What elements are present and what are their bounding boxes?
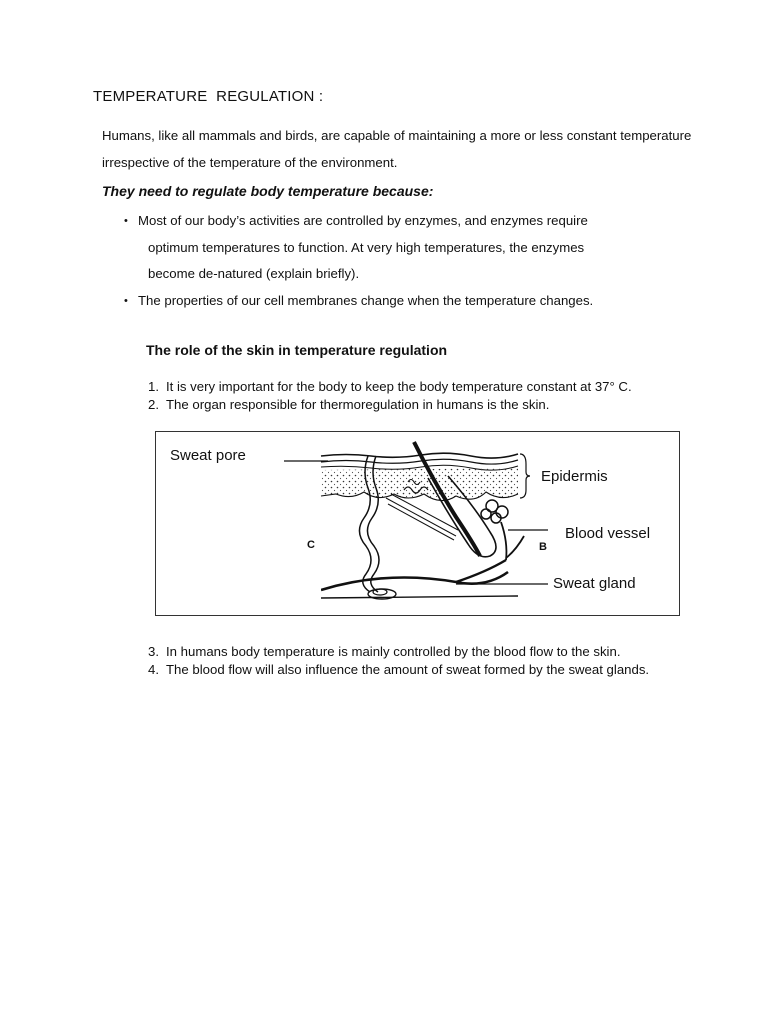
reason-1-line-1: Most of our body’s activities are controlled by enzymes, and enzymes require xyxy=(138,213,588,228)
list-item xyxy=(148,661,666,679)
bullet-icon: • xyxy=(124,215,128,227)
label-sweat-pore: Sweat pore xyxy=(170,447,246,464)
item-text: In humans body temperature is mainly controlled by the blood flow to the skin. xyxy=(166,644,621,659)
label-c: C xyxy=(307,539,315,551)
label-blood-vessel: Blood vessel xyxy=(565,525,651,542)
intro-paragraph: Humans, like all mammals and birds, are capable of maintaining a more or less constant temperature irrespective of the temperature of the environment. xyxy=(102,128,692,170)
item-number: 4. xyxy=(148,662,159,677)
item-text: The blood flow will also influence the amount of sweat formed by the sweat glands. xyxy=(166,662,650,677)
label-epidermis: Epidermis xyxy=(541,468,608,485)
item-number: 3. xyxy=(148,644,159,659)
list-item xyxy=(124,288,684,315)
reason-heading: They need to regulate body temperature because: xyxy=(102,183,434,199)
bullet-icon: • xyxy=(124,294,128,307)
list-item xyxy=(124,208,684,288)
list-item xyxy=(148,396,708,414)
reason-1-line-3: become de-natured (explain briefly). xyxy=(148,266,360,281)
page-title: TEMPERATURE REGULATION : xyxy=(93,88,324,105)
list-item xyxy=(148,378,708,396)
role-heading: The role of the skin in temperature regulation xyxy=(146,342,448,358)
numbered-list-top xyxy=(148,378,708,414)
reason-1-line-2: optimum temperatures to function. At very high temperatures, the enzymes xyxy=(148,239,585,255)
skin-diagram-figure xyxy=(155,431,680,616)
item-number: 2. xyxy=(148,397,159,412)
label-sweat-gland: Sweat gland xyxy=(553,575,636,592)
reason-2-line-1: The properties of our cell membranes change when the temperature changes. xyxy=(138,292,594,308)
numbered-list-bottom xyxy=(148,643,708,679)
label-b: B xyxy=(539,541,547,553)
item-text: The organ responsible for thermoregulation in humans is the skin. xyxy=(166,397,550,412)
item-number: 1. xyxy=(148,379,159,394)
item-text: It is very important for the body to keep the body temperature constant at 37° C. xyxy=(166,379,632,394)
reason-list xyxy=(124,208,684,314)
list-item xyxy=(148,643,708,661)
